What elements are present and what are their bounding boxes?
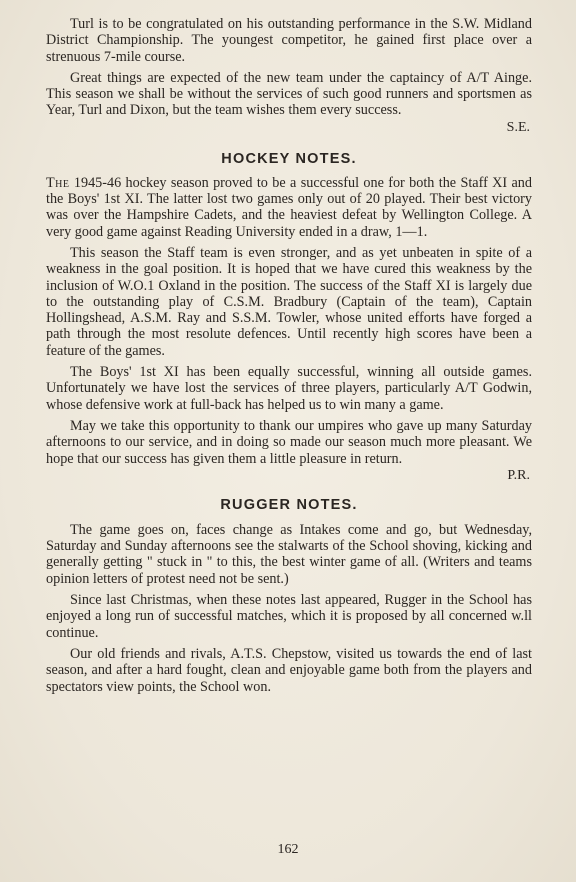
hockey-lead-word: The: [46, 174, 70, 191]
athletics-notes-section: [46, 16, 532, 136]
rugger-heading: RUGGER NOTES.: [220, 496, 358, 513]
hockey-paragraph-3: The Boys' 1st XI has been equally successful, winning all outside games. Unfortunately we have lost the services of three players, particularly A/T Godwin, whose defensive work at full-back has helped us to win many a game.: [46, 364, 532, 413]
hockey-notes-section: [46, 150, 532, 484]
text-column: [46, 16, 532, 695]
hockey-paragraph-1-text: 1945-46 hockey season proved to be a successful one for both the Staff XI and the Boys' 1st XI. The latter lost two games only out of 20 played. Their best victory was over the Hampshire Cadets, and the heaviest defeat by Wellington College. A very good game against Reading University ended in a draw, 1—1.: [46, 174, 532, 240]
hockey-signature: P.R.: [507, 467, 530, 483]
athletics-signature: S.E.: [506, 119, 530, 135]
hockey-paragraph-4: May we take this opportunity to thank our umpires who gave up many Saturday afternoons to our service, and in doing so made our season much more pleasant. We hope that our success has given them a little pleasure in return.: [46, 417, 532, 467]
rugger-notes-section: [46, 496, 532, 695]
rugger-paragraph-3: Our old friends and rivals, A.T.S. Chepstow, visited us towards the end of last season, and after a hard fought, clean and enjoyable game both from the players and spectators view points, the School won.: [46, 645, 532, 695]
rugger-paragraph-2: Since last Christmas, when these notes last appeared, Rugger in the School has enjoyed a long run of successful matches, which it is proposed by all concerned w.ll continue.: [46, 592, 532, 641]
hockey-paragraph-2: This season the Staff team is even stronger, and as yet unbeaten in spite of a weakness in the goal position. It is hoped that we have cured this weakness by the inclusion of W.O.1 Oxland in the position. The success of the Staff XI is largely due to the outstanding play of C.S.M. Bradbury (Captain of the team), Captain Hollingshead, A.S.M. Ray and S.S.M. Towler, whose united efforts have forged a path through the most resolute defences. Until recently high scores have been a feature of the games.: [46, 244, 532, 359]
hockey-heading: HOCKEY NOTES.: [221, 150, 357, 167]
rugger-paragraph-1: The game goes on, faces change as Intakes come and go, but Wednesday, Saturday and Sunday afternoons see the stalwarts of the School shoving, kicking and generally getting " stuck in " to this, the best winter game of all. (Writers and teams opinion letters of protest need not be sent.): [46, 521, 532, 587]
athletics-paragraph-1: Turl is to be congratulated on his outstanding performance in the S.W. Midland District Championship. The youngest competitor, he gained first place over a strenuous 7-mile course.: [46, 16, 532, 65]
athletics-paragraph-2: Great things are expected of the new team under the captaincy of A/T Ainge. This season we shall be without the services of such good runners and sportsmen as Year, Turl and Dixon, but the team wishes them every success.: [46, 69, 532, 119]
hockey-paragraph-1: [46, 175, 532, 240]
page-number: 162: [277, 842, 299, 857]
